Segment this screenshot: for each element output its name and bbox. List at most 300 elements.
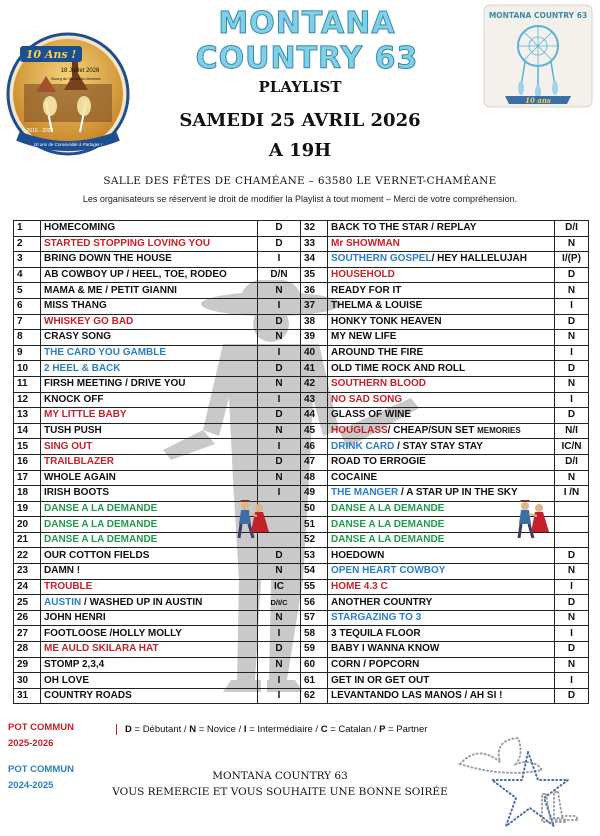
- track-number: 5: [14, 283, 41, 299]
- dance-level: D: [555, 688, 589, 704]
- song-title-cell: [41, 579, 258, 595]
- pot-label: POT COMMUN: [8, 764, 74, 775]
- song-title: 2 HEEL & BACK: [44, 362, 121, 374]
- song-title: BABY I WANNA KNOW: [331, 643, 440, 655]
- song-title-cell: [328, 314, 555, 330]
- table-row: [14, 610, 589, 626]
- table-row: [14, 688, 589, 704]
- track-number: 3: [14, 252, 41, 268]
- table-row: [14, 564, 589, 580]
- song-title: OPEN HEART COWBOY: [331, 565, 446, 577]
- table-row: [14, 423, 589, 439]
- dance-level: D: [258, 221, 301, 237]
- track-number: 60: [301, 657, 328, 673]
- track-number: 42: [301, 376, 328, 392]
- table-row: [14, 345, 589, 361]
- song-title: CORN / POPCORN: [331, 658, 420, 670]
- song-title: TROUBLE: [44, 580, 93, 592]
- level-legend: [116, 724, 427, 735]
- dance-level: I: [555, 626, 589, 642]
- dance-level: I /N: [555, 486, 589, 502]
- song-title-cell: [328, 454, 555, 470]
- song-title: 3 TEQUILA FLOOR: [331, 627, 421, 639]
- song-title: HOEDOWN: [331, 549, 385, 561]
- table-row: [14, 626, 589, 642]
- table-row: [14, 236, 589, 252]
- legend-text: = Débutant /: [131, 724, 190, 735]
- track-number: 11: [14, 376, 41, 392]
- event-date: SAMEDI 25 AVRIL 2026: [179, 110, 421, 131]
- song-title-cell: [328, 688, 555, 704]
- song-title-cell: [328, 470, 555, 486]
- song-title-cell: [41, 548, 258, 564]
- event-time: A 19H: [268, 140, 332, 161]
- table-row: [14, 501, 589, 517]
- song-title: STARGAZING TO 3: [331, 612, 422, 624]
- dance-level: N: [555, 376, 589, 392]
- song-title-cell: [328, 236, 555, 252]
- dance-level: N: [555, 610, 589, 626]
- track-number: 30: [14, 673, 41, 689]
- dance-level: [555, 501, 589, 517]
- playlist-grid: [13, 220, 589, 704]
- song-title-cell: [41, 595, 258, 611]
- track-number: 59: [301, 642, 328, 658]
- svg-text:10 ans: 10 ans: [525, 96, 551, 105]
- track-number: 44: [301, 408, 328, 424]
- track-number: 52: [301, 532, 328, 548]
- song-title-cell: [41, 657, 258, 673]
- table-row: [14, 532, 589, 548]
- song-title-cell: [41, 610, 258, 626]
- table-row: [14, 221, 589, 237]
- svg-text:Bourg du Vernet-la-Varenne: Bourg du Vernet-la-Varenne: [51, 76, 101, 81]
- track-number: 10: [14, 361, 41, 377]
- song-title-cell: [328, 548, 555, 564]
- song-title: AB COWBOY UP / HEEL, TOE, RODEO: [44, 269, 227, 281]
- song-title: DANSE A LA DEMANDE: [44, 534, 158, 546]
- song-title-extra: MEMORIES: [477, 426, 521, 436]
- dance-level: I: [258, 298, 301, 314]
- song-title: SING OUT: [44, 440, 93, 452]
- dance-level: D/N: [258, 267, 301, 283]
- dance-level: N: [555, 564, 589, 580]
- song-title-cell: [41, 236, 258, 252]
- table-row: [14, 595, 589, 611]
- dance-level: I: [555, 673, 589, 689]
- dance-level: I: [258, 688, 301, 704]
- song-title: SOUTHERN BLOOD: [331, 378, 426, 390]
- dance-level: I: [258, 626, 301, 642]
- track-number: 23: [14, 564, 41, 580]
- track-number: 43: [301, 392, 328, 408]
- song-title-cell: [328, 657, 555, 673]
- song-title: MISS THANG: [44, 300, 107, 312]
- track-number: 54: [301, 564, 328, 580]
- dreamcatcher-logo: [483, 4, 593, 108]
- organizer-notice: Les organisateurs se réservent le droit de modifier la Playlist à tout moment – Merci de votre compréhension.: [82, 194, 518, 204]
- track-number: 17: [14, 470, 41, 486]
- dance-level: I: [258, 673, 301, 689]
- dance-level: D: [258, 361, 301, 377]
- song-title-cell: [328, 345, 555, 361]
- song-title: DANSE A LA DEMANDE: [331, 518, 445, 530]
- pot-commun-2025: [8, 720, 74, 752]
- page-title: MONTANA COUNTRY 63: [195, 6, 419, 76]
- song-title: DRINK CARD: [331, 440, 395, 452]
- song-title-cell: [328, 298, 555, 314]
- song-title: WHISKEY GO BAD: [44, 315, 134, 327]
- pot-years: 2025-2026: [8, 738, 54, 749]
- legend-code: D: [125, 724, 132, 735]
- song-title: KNOCK OFF: [44, 393, 104, 405]
- song-title-cell: [41, 688, 258, 704]
- dancing-couple-image: [511, 498, 551, 542]
- song-title-cell: [41, 517, 258, 533]
- song-title-cell: [328, 221, 555, 237]
- track-number: 48: [301, 470, 328, 486]
- song-title-cell: [41, 501, 258, 517]
- song-title: IRISH BOOTS: [44, 487, 110, 499]
- track-number: 6: [14, 298, 41, 314]
- dance-level: D: [258, 236, 301, 252]
- dance-level: I: [555, 579, 589, 595]
- table-row: [14, 673, 589, 689]
- song-title: FIRSH MEETING / DRIVE YOU: [44, 378, 186, 390]
- dance-level: [555, 532, 589, 548]
- table-row: [14, 376, 589, 392]
- dance-level: N: [555, 283, 589, 299]
- dance-level: I/(P): [555, 252, 589, 268]
- table-row: [14, 408, 589, 424]
- song-title-cell: [41, 470, 258, 486]
- table-row: [14, 283, 589, 299]
- song-title: HONKY TONK HEAVEN: [331, 315, 442, 327]
- song-title-cell: [328, 564, 555, 580]
- song-title-cell: [41, 298, 258, 314]
- track-number: 53: [301, 548, 328, 564]
- dance-level: D: [555, 595, 589, 611]
- anniversary-logo: [6, 32, 130, 158]
- track-number: 29: [14, 657, 41, 673]
- svg-text:18 Juillet 2026: 18 Juillet 2026: [60, 68, 100, 74]
- table-row: [14, 454, 589, 470]
- song-title: THE MANGER: [331, 487, 399, 499]
- track-number: 21: [14, 532, 41, 548]
- song-title-cell: [41, 673, 258, 689]
- song-title-cell: [328, 642, 555, 658]
- song-title: MY LITTLE BABY: [44, 409, 127, 421]
- dance-level: N: [258, 283, 301, 299]
- song-title-cell: [328, 408, 555, 424]
- song-title-cell: [328, 392, 555, 408]
- song-title: WHOLE AGAIN: [44, 471, 116, 483]
- song-title: OLD TIME ROCK AND ROLL: [331, 362, 466, 374]
- track-number: 8: [14, 330, 41, 346]
- table-row: [14, 314, 589, 330]
- track-number: 34: [301, 252, 328, 268]
- dance-level: D: [258, 548, 301, 564]
- song-title: THE CARD YOU GAMBLE: [44, 347, 167, 359]
- track-number: 1: [14, 221, 41, 237]
- song-title: COCAINE: [331, 471, 378, 483]
- track-number: 22: [14, 548, 41, 564]
- song-title: Mr SHOWMAN: [331, 237, 400, 249]
- dance-level: I: [555, 392, 589, 408]
- table-row: [14, 517, 589, 533]
- svg-text:2016 - 2026: 2016 - 2026: [26, 128, 54, 134]
- track-number: 26: [14, 610, 41, 626]
- rhinestone-hat-star-boots-image: [454, 734, 594, 830]
- track-number: 50: [301, 501, 328, 517]
- track-number: 61: [301, 673, 328, 689]
- table-row: [14, 298, 589, 314]
- song-title: NO SAD SONG: [331, 393, 403, 405]
- dance-level: D/I: [555, 454, 589, 470]
- dance-level: N: [555, 236, 589, 252]
- track-number: 4: [14, 267, 41, 283]
- song-title: TRAILBLAZER: [44, 456, 114, 468]
- legend-text: = Novice /: [196, 724, 244, 735]
- song-title: ANOTHER COUNTRY: [331, 596, 433, 608]
- legend-code: P: [379, 724, 386, 735]
- song-title-extra: / STAY STAY STAY: [394, 440, 483, 452]
- dance-level: D: [258, 642, 301, 658]
- track-number: 13: [14, 408, 41, 424]
- song-title-cell: [41, 626, 258, 642]
- song-title: THELMA & LOUISE: [331, 300, 423, 312]
- song-title: READY FOR IT: [331, 284, 402, 296]
- dance-level: [555, 517, 589, 533]
- song-title-cell: [41, 408, 258, 424]
- dance-level: N: [258, 564, 301, 580]
- song-title-cell: [41, 252, 258, 268]
- legend-text: = Partner: [385, 724, 428, 735]
- dance-level: D: [258, 408, 301, 424]
- table-row: [14, 439, 589, 455]
- track-number: 27: [14, 626, 41, 642]
- dance-level: I: [258, 439, 301, 455]
- dance-level: N/I: [555, 423, 589, 439]
- track-number: 31: [14, 688, 41, 704]
- track-number: 19: [14, 501, 41, 517]
- song-title: GLASS OF WINE: [331, 409, 411, 421]
- song-title: OH LOVE: [44, 674, 90, 686]
- song-title: DANSE A LA DEMANDE: [331, 502, 445, 514]
- song-title-cell: [41, 454, 258, 470]
- track-number: 35: [301, 267, 328, 283]
- song-title-cell: [41, 283, 258, 299]
- song-title-cell: [328, 330, 555, 346]
- table-row: [14, 548, 589, 564]
- track-number: 45: [301, 423, 328, 439]
- svg-text:MONTANA COUNTRY 63: MONTANA COUNTRY 63: [488, 11, 588, 20]
- song-title: OUR COTTON FIELDS: [44, 549, 150, 561]
- table-row: [14, 392, 589, 408]
- dance-level: I: [555, 345, 589, 361]
- track-number: 7: [14, 314, 41, 330]
- pot-label: POT COMMUN: [8, 722, 74, 733]
- dance-level: D: [555, 548, 589, 564]
- track-number: 40: [301, 345, 328, 361]
- pot-years: 2024-2025: [8, 780, 54, 791]
- track-number: 47: [301, 454, 328, 470]
- song-title: LEVANTANDO LAS MANOS / AH SI !: [331, 690, 503, 702]
- song-title: BRING DOWN THE HOUSE: [44, 253, 172, 265]
- pot-commun-2024: [8, 762, 74, 794]
- track-number: 32: [301, 221, 328, 237]
- song-title: STOMP 2,3,4: [44, 658, 105, 670]
- song-title: BACK TO THE STAR / REPLAY: [331, 222, 477, 234]
- table-row: [14, 330, 589, 346]
- svg-text:10 Ans !: 10 Ans !: [25, 48, 77, 61]
- song-title: STARTED STOPPING LOVING YOU: [44, 237, 211, 249]
- track-number: 41: [301, 361, 328, 377]
- dance-level: D/I/C: [258, 595, 301, 611]
- song-title: CRASY SONG: [44, 331, 112, 343]
- track-number: 39: [301, 330, 328, 346]
- dance-level: N: [258, 470, 301, 486]
- legend-text: = Intermédiaire /: [246, 724, 321, 735]
- legend-code: C: [320, 724, 328, 735]
- song-title-cell: [328, 610, 555, 626]
- track-number: 9: [14, 345, 41, 361]
- table-row: [14, 267, 589, 283]
- song-title: AROUND THE FIRE: [331, 347, 424, 359]
- track-number: 20: [14, 517, 41, 533]
- table-row: [14, 252, 589, 268]
- song-title-extra: / A STAR UP IN THE SKY: [398, 487, 518, 499]
- song-title: TUSH PUSH: [44, 425, 102, 437]
- song-title-cell: [41, 486, 258, 502]
- song-title: JOHN HENRI: [44, 612, 106, 624]
- dance-level: D: [258, 314, 301, 330]
- song-title-cell: [41, 345, 258, 361]
- song-title-cell: [328, 673, 555, 689]
- song-title: MAMA & ME / PETIT GIANNI: [44, 284, 177, 296]
- track-number: 24: [14, 579, 41, 595]
- song-title-extra: / WASHED UP IN AUSTIN: [81, 596, 203, 608]
- venue-address: SALLE DES FÊTES DE CHAMÉANE – 63580 LE VERNET-CHAMÉANE: [103, 175, 497, 187]
- dance-level: IC/N: [555, 439, 589, 455]
- dance-level: I: [555, 298, 589, 314]
- svg-text:10 ans de Convivialité à Parta: 10 ans de Convivialité à Partager !: [33, 142, 103, 147]
- song-title: DANSE A LA DEMANDE: [44, 502, 158, 514]
- song-title: HOMECOMING: [44, 222, 116, 234]
- song-title-cell: [41, 330, 258, 346]
- track-number: 2: [14, 236, 41, 252]
- dance-level: D: [555, 408, 589, 424]
- song-title: MY NEW LIFE: [331, 331, 397, 343]
- song-title-cell: [41, 564, 258, 580]
- closing-message: [100, 768, 460, 800]
- song-title: HOME 4.3 C: [331, 580, 388, 592]
- song-title-cell: [328, 439, 555, 455]
- dance-level: I: [258, 392, 301, 408]
- dance-level: I: [258, 252, 301, 268]
- song-title-cell: [328, 283, 555, 299]
- song-title-cell: [328, 579, 555, 595]
- dance-level: I: [258, 486, 301, 502]
- song-title-cell: [41, 532, 258, 548]
- track-number: 33: [301, 236, 328, 252]
- dance-level: I: [258, 345, 301, 361]
- song-title-cell: [41, 376, 258, 392]
- legend-code: N: [189, 724, 197, 735]
- dance-level: N: [258, 330, 301, 346]
- dance-level: D: [555, 642, 589, 658]
- track-number: 18: [14, 486, 41, 502]
- dancing-couple-image: [231, 498, 271, 542]
- song-title-extra: / HEY HALLELUJAH: [431, 253, 527, 265]
- song-title: DAMN !: [44, 565, 81, 577]
- footer-thanks: VOUS REMERCIE ET VOUS SOUHAITE UNE BONNE SOIRÉE: [112, 786, 448, 798]
- track-number: 12: [14, 392, 41, 408]
- song-title-cell: [41, 439, 258, 455]
- song-title-cell: [328, 626, 555, 642]
- song-title: DANSE A LA DEMANDE: [331, 534, 445, 546]
- track-number: 36: [301, 283, 328, 299]
- track-number: 51: [301, 517, 328, 533]
- track-number: 62: [301, 688, 328, 704]
- playlist-heading: PLAYLIST: [258, 78, 342, 96]
- song-title: DANSE A LA DEMANDE: [44, 518, 158, 530]
- table-row: [14, 361, 589, 377]
- song-title-cell: [328, 423, 555, 439]
- track-number: 14: [14, 423, 41, 439]
- legend-text: = Catalan /: [327, 724, 380, 735]
- track-number: 58: [301, 626, 328, 642]
- track-number: 37: [301, 298, 328, 314]
- table-row: [14, 470, 589, 486]
- table-row: [14, 486, 589, 502]
- song-title: GET IN OR GET OUT: [331, 674, 430, 686]
- dance-level: N: [258, 376, 301, 392]
- song-title-cell: [328, 361, 555, 377]
- dance-level: IC: [258, 579, 301, 595]
- track-number: 46: [301, 439, 328, 455]
- song-title-cell: [41, 392, 258, 408]
- dance-level: N: [555, 657, 589, 673]
- song-title: FOOTLOOSE /HOLLY MOLLY: [44, 627, 182, 639]
- song-title: ME AULD SKILARA HAT: [44, 643, 159, 655]
- track-number: 15: [14, 439, 41, 455]
- song-title: AUSTIN: [44, 596, 82, 608]
- song-title-cell: [41, 423, 258, 439]
- song-title: COUNTRY ROADS: [44, 690, 132, 702]
- song-title-cell: [41, 221, 258, 237]
- dance-level: N: [258, 423, 301, 439]
- dance-level: N: [258, 610, 301, 626]
- song-title: ROAD TO ERROGIE: [331, 456, 426, 468]
- song-title-cell: [328, 376, 555, 392]
- dance-level: D: [555, 314, 589, 330]
- track-number: 57: [301, 610, 328, 626]
- track-number: 55: [301, 579, 328, 595]
- dance-level: D: [555, 267, 589, 283]
- dance-level: N: [258, 657, 301, 673]
- song-title-cell: [328, 595, 555, 611]
- dance-level: D/I: [555, 221, 589, 237]
- dance-level: N: [555, 470, 589, 486]
- dance-level: D: [555, 361, 589, 377]
- dance-level: D: [258, 454, 301, 470]
- playlist-table: [13, 220, 588, 704]
- track-number: 38: [301, 314, 328, 330]
- track-number: 25: [14, 595, 41, 611]
- track-number: 28: [14, 642, 41, 658]
- table-row: [14, 657, 589, 673]
